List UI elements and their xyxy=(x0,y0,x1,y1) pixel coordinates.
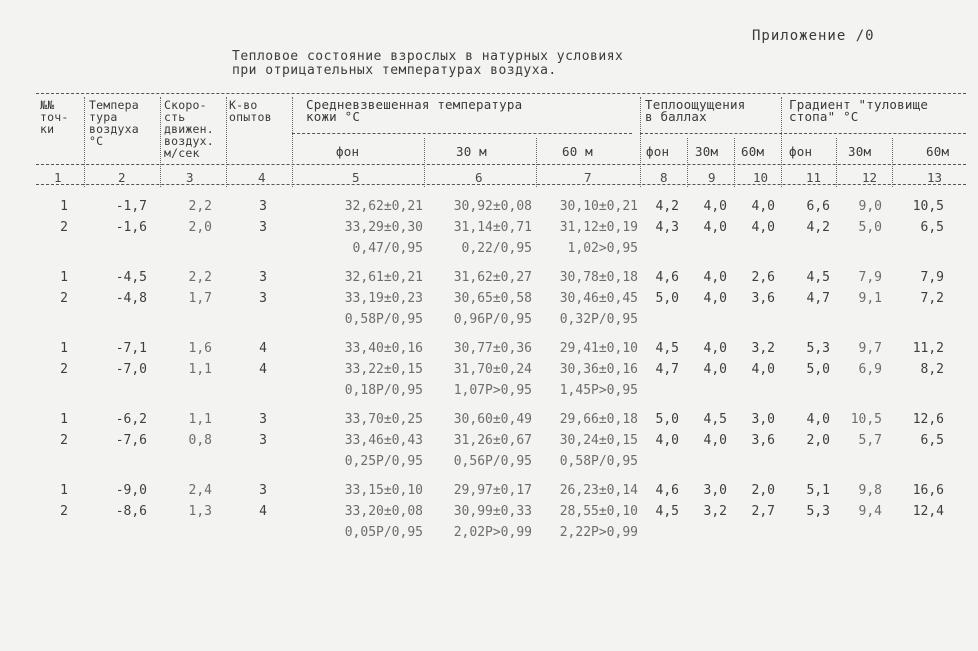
table-cell: 2,0 xyxy=(751,483,775,498)
table-cell: 33,20±0,08 xyxy=(344,504,423,519)
column-number: 13 xyxy=(927,170,943,185)
table-cell: -1,6 xyxy=(115,220,147,235)
table-title-line-2: при отрицательных температурах воздуха. xyxy=(232,63,557,78)
table-cell: 33,40±0,16 xyxy=(344,341,423,356)
table-cell: 4,0 xyxy=(751,362,775,377)
table-cell: 4,0 xyxy=(703,341,727,356)
table-cell: 4 xyxy=(259,362,267,377)
column-number: 1 xyxy=(54,170,62,185)
table-cell: 30,99±0,33 xyxy=(453,504,532,519)
table-cell: 9,4 xyxy=(858,504,882,519)
table-cell: 5,0 xyxy=(806,362,830,377)
table-cell: 5,7 xyxy=(858,433,882,448)
table-cell: 1 xyxy=(60,412,68,427)
significance-value: 2,02P>0,99 xyxy=(453,525,532,540)
header-heat-sensation-group: Теплоощущения в баллах xyxy=(645,97,746,124)
table-cell: -7,1 xyxy=(115,341,147,356)
significance-value: 0,96P/0,95 xyxy=(453,312,532,327)
table-cell: 1 xyxy=(60,341,68,356)
table-cell: 2 xyxy=(60,504,68,519)
table-cell: -7,0 xyxy=(115,362,147,377)
table-cell: 3,2 xyxy=(703,504,727,519)
column-number: 11 xyxy=(806,170,822,185)
table-cell: 9,8 xyxy=(858,483,882,498)
table-cell: 9,7 xyxy=(858,341,882,356)
header-separator xyxy=(292,97,293,187)
table-cell: 0,8 xyxy=(188,433,212,448)
significance-value: 0,56P/0,95 xyxy=(453,454,532,469)
table-cell: 26,23±0,14 xyxy=(559,483,638,498)
significance-value: 0,05P/0,95 xyxy=(344,525,423,540)
table-cell: 3 xyxy=(259,412,267,427)
table-cell: 3 xyxy=(259,220,267,235)
table-cell: 4,0 xyxy=(703,362,727,377)
significance-value: 1,45P>0,95 xyxy=(559,383,638,398)
table-cell: 5,0 xyxy=(655,291,679,306)
table-cell: 33,19±0,23 xyxy=(344,291,423,306)
table-cell: 12,6 xyxy=(912,412,944,427)
column-number: 7 xyxy=(584,170,592,185)
header-skin-30: 30 м xyxy=(456,144,487,159)
table-cell: 4,2 xyxy=(655,199,679,214)
table-cell: 1,7 xyxy=(188,291,212,306)
table-cell: 8,2 xyxy=(920,362,944,377)
table-cell: 10,5 xyxy=(912,199,944,214)
column-number: 3 xyxy=(186,170,194,185)
significance-value: 0,32P/0,95 xyxy=(559,312,638,327)
table-cell: 11,2 xyxy=(912,341,944,356)
header-trial-count: К-во опытов xyxy=(229,98,272,124)
table-cell: 32,61±0,21 xyxy=(344,270,423,285)
table-cell: 5,3 xyxy=(806,504,830,519)
table-cell: 3 xyxy=(259,483,267,498)
significance-value: 0,58P/0,95 xyxy=(559,454,638,469)
table-cell: 6,5 xyxy=(920,433,944,448)
table-cell: 29,97±0,17 xyxy=(453,483,532,498)
table-cell: 4,5 xyxy=(655,341,679,356)
header-separator xyxy=(687,138,688,187)
header-grad-30: 30м xyxy=(848,144,872,159)
table-cell: 4,0 xyxy=(751,220,775,235)
header-separator xyxy=(226,97,227,187)
table-cell: 4,0 xyxy=(703,291,727,306)
table-cell: 4,0 xyxy=(751,199,775,214)
header-bottom-rule xyxy=(36,184,966,185)
column-number: 9 xyxy=(708,170,716,185)
table-cell: 2,2 xyxy=(188,199,212,214)
header-air-temp: Темпера тура воздуха °С xyxy=(89,98,139,148)
table-cell: 32,62±0,21 xyxy=(344,199,423,214)
column-number: 8 xyxy=(660,170,668,185)
table-cell: 7,9 xyxy=(920,270,944,285)
table-cell: -6,2 xyxy=(115,412,147,427)
table-cell: 1,1 xyxy=(188,362,212,377)
table-cell: 4,5 xyxy=(655,504,679,519)
grades-subheader-rule xyxy=(640,133,966,134)
table-cell: 4,6 xyxy=(655,483,679,498)
table-cell: 30,46±0,45 xyxy=(559,291,638,306)
table-cell: 5,0 xyxy=(858,220,882,235)
table-cell: 2 xyxy=(60,220,68,235)
table-cell: 2 xyxy=(60,291,68,306)
column-number: 12 xyxy=(862,170,878,185)
column-number: 6 xyxy=(475,170,483,185)
significance-value: 2,22P>0,99 xyxy=(559,525,638,540)
table-cell: 28,55±0,10 xyxy=(559,504,638,519)
table-cell: 7,9 xyxy=(858,270,882,285)
table-cell: 3 xyxy=(259,291,267,306)
table-cell: 5,0 xyxy=(655,412,679,427)
table-cell: 4,5 xyxy=(703,412,727,427)
table-cell: 4,0 xyxy=(703,199,727,214)
table-cell: 2,2 xyxy=(188,270,212,285)
header-skin-bg: фон xyxy=(336,144,360,159)
table-cell: -9,0 xyxy=(115,483,147,498)
table-cell: 4,0 xyxy=(703,220,727,235)
table-cell: 4,0 xyxy=(703,270,727,285)
header-heat-bg: фон xyxy=(646,144,670,159)
table-cell: 30,92±0,08 xyxy=(453,199,532,214)
table-cell: -7,6 xyxy=(115,433,147,448)
table-cell: 31,70±0,24 xyxy=(453,362,532,377)
header-heat-30: 30м xyxy=(695,144,719,159)
header-separator xyxy=(892,138,893,187)
header-skin-60: 60 м xyxy=(562,144,593,159)
header-gradient-group: Градиент "туловище стопа" °С xyxy=(789,97,929,124)
table-cell: 3,6 xyxy=(751,291,775,306)
column-number: 2 xyxy=(118,170,126,185)
skin-subheader-rule xyxy=(292,133,632,134)
table-cell: 33,29±0,30 xyxy=(344,220,423,235)
table-cell: 2,0 xyxy=(188,220,212,235)
table-cell: 16,6 xyxy=(912,483,944,498)
header-separator xyxy=(781,97,782,187)
table-cell: 2 xyxy=(60,433,68,448)
table-cell: 31,62±0,27 xyxy=(453,270,532,285)
table-cell: 2,7 xyxy=(751,504,775,519)
table-title xyxy=(232,50,623,78)
significance-value: 1,07P>0,95 xyxy=(453,383,532,398)
table-title-line-1: Тепловое состояние взрослых в натурных условиях xyxy=(232,49,624,64)
table-cell: 2,6 xyxy=(751,270,775,285)
table-cell: 33,22±0,15 xyxy=(344,362,423,377)
table-cell: 4,5 xyxy=(806,270,830,285)
table-cell: 30,60±0,49 xyxy=(453,412,532,427)
table-cell: 4,0 xyxy=(655,433,679,448)
column-number: 10 xyxy=(753,170,769,185)
table-cell: 31,14±0,71 xyxy=(453,220,532,235)
subheader-bottom-rule xyxy=(36,164,966,165)
table-cell: 29,41±0,10 xyxy=(559,341,638,356)
table-cell: 31,12±0,19 xyxy=(559,220,638,235)
header-separator xyxy=(84,97,85,187)
table-cell: 6,5 xyxy=(920,220,944,235)
table-cell: -8,6 xyxy=(115,504,147,519)
table-cell: -4,5 xyxy=(115,270,147,285)
significance-value: 0,25P/0,95 xyxy=(344,454,423,469)
table-cell: 1,1 xyxy=(188,412,212,427)
table-cell: 3,2 xyxy=(751,341,775,356)
table-cell: -4,8 xyxy=(115,291,147,306)
table-cell: 30,77±0,36 xyxy=(453,341,532,356)
header-separator xyxy=(160,97,161,187)
appendix-label: Приложение /0 xyxy=(752,28,875,44)
header-separator xyxy=(640,97,641,187)
significance-value: 0,58P/0,95 xyxy=(344,312,423,327)
table-cell: 4,6 xyxy=(655,270,679,285)
table-cell: 33,70±0,25 xyxy=(344,412,423,427)
table-cell: 4,3 xyxy=(655,220,679,235)
table-cell: 7,2 xyxy=(920,291,944,306)
header-separator xyxy=(536,138,537,187)
table-cell: 30,24±0,15 xyxy=(559,433,638,448)
table-cell: 3,6 xyxy=(751,433,775,448)
table-cell: 4,7 xyxy=(655,362,679,377)
table-cell: 1 xyxy=(60,199,68,214)
column-number: 5 xyxy=(352,170,360,185)
header-grad-60: 60м xyxy=(926,144,950,159)
significance-value: 0,47/0,95 xyxy=(352,241,423,256)
table-cell: 4,7 xyxy=(806,291,830,306)
table-cell: 31,26±0,67 xyxy=(453,433,532,448)
table-cell: 2,0 xyxy=(806,433,830,448)
table-cell: 4 xyxy=(259,504,267,519)
header-separator xyxy=(836,138,837,187)
table-cell: 6,9 xyxy=(858,362,882,377)
table-cell: 33,46±0,43 xyxy=(344,433,423,448)
table-cell: 1,3 xyxy=(188,504,212,519)
table-cell: 12,4 xyxy=(912,504,944,519)
table-cell: 3 xyxy=(259,270,267,285)
table-cell: 5,3 xyxy=(806,341,830,356)
header-separator xyxy=(734,138,735,187)
table-cell: 33,15±0,10 xyxy=(344,483,423,498)
table-cell: 1,6 xyxy=(188,341,212,356)
table-cell: 5,1 xyxy=(806,483,830,498)
table-cell: 30,36±0,16 xyxy=(559,362,638,377)
table-cell: 29,66±0,18 xyxy=(559,412,638,427)
table-cell: 6,6 xyxy=(806,199,830,214)
table-cell: 9,1 xyxy=(858,291,882,306)
header-point: №№ точ- ки xyxy=(40,98,69,136)
table-cell: 30,10±0,21 xyxy=(559,199,638,214)
significance-value: 0,18P/0,95 xyxy=(344,383,423,398)
significance-value: 0,22/0,95 xyxy=(461,241,532,256)
column-number: 4 xyxy=(258,170,266,185)
significance-value: 1,02>0,95 xyxy=(567,241,638,256)
header-skin-temp-group: Средневзвешенная температура кожи °С xyxy=(306,97,523,124)
table-cell: 3,0 xyxy=(703,483,727,498)
header-grad-bg: фон xyxy=(789,144,813,159)
table-cell: 10,5 xyxy=(850,412,882,427)
table-cell: 3,0 xyxy=(751,412,775,427)
table-cell: 2,4 xyxy=(188,483,212,498)
table-cell: 4,0 xyxy=(703,433,727,448)
table-cell: -1,7 xyxy=(115,199,147,214)
table-cell: 3 xyxy=(259,433,267,448)
table-cell: 3 xyxy=(259,199,267,214)
table-cell: 4,2 xyxy=(806,220,830,235)
table-cell: 9,0 xyxy=(858,199,882,214)
table-cell: 2 xyxy=(60,362,68,377)
header-air-speed: Скоро- сть движен. воздух. м/сек xyxy=(164,98,214,160)
table-cell: 1 xyxy=(60,483,68,498)
table-top-rule xyxy=(36,93,966,94)
header-separator xyxy=(424,138,425,187)
table-cell: 4,0 xyxy=(806,412,830,427)
table-cell: 4 xyxy=(259,341,267,356)
table-cell: 30,78±0,18 xyxy=(559,270,638,285)
header-heat-60: 60м xyxy=(741,144,765,159)
table-cell: 1 xyxy=(60,270,68,285)
table-cell: 30,65±0,58 xyxy=(453,291,532,306)
